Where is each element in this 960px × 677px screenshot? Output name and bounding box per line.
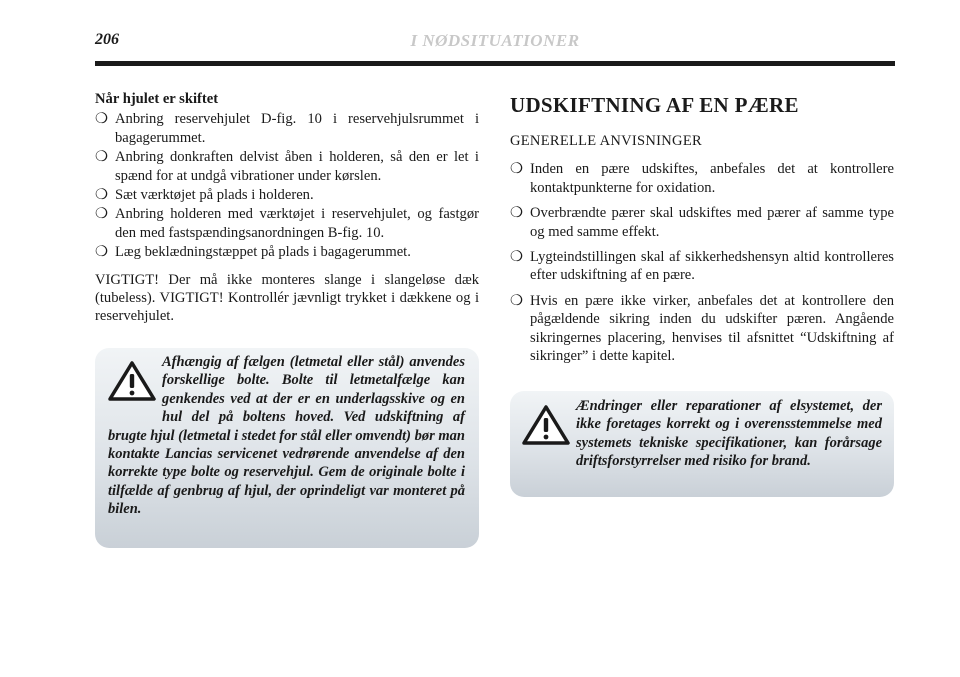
list-item: ❍ Lygteindstillingen skal af sikkerhedshensyn altid kontrolleres efter udskiftning af en pære. bbox=[510, 249, 894, 284]
bullet-circle-icon: ❍ bbox=[95, 244, 109, 261]
important-note: VIGTIGT! Der må ikke monteres slange i slangeløse dæk (tubeless). VIGTIGT! Kontrollér jævnligt trykket i dækkene og i reservehjulet. bbox=[95, 271, 479, 325]
list-item: ❍ Læg beklædningstæppet på plads i bagagerummet. bbox=[95, 244, 411, 261]
warning-box-wheel-bolts bbox=[95, 348, 479, 548]
warning-triangle-icon bbox=[108, 361, 156, 417]
warning-text: Ændringer eller reparationer af elsystemet, der ikke foretages korrekt og i overensstemmelse med systemets tekniske specifikationer, kan forårsage driftsforstyrrelser med risiko for brand. bbox=[576, 398, 882, 470]
list-item: ❍ Anbring donkraften delvist åben i holderen, så den er let i spænd for at undgå vibrationer under kørslen. bbox=[95, 149, 479, 184]
right-column bbox=[510, 90, 894, 372]
page-header bbox=[95, 31, 895, 53]
section-title: UDSKIFTNING AF EN PÆRE bbox=[510, 93, 799, 117]
list-item: ❍ Overbrændte pærer skal udskiftes med pærer af samme type og med samme effekt. bbox=[510, 205, 894, 240]
bullet-circle-icon: ❍ bbox=[95, 206, 109, 223]
warning-triangle-icon bbox=[522, 405, 570, 461]
warning-text: Afhængig af fælgen (letmetal eller stål) anvendes forskellige bolte. Bolte til letmetalfælge kan genkendes ved at der er en underlagsskive og en hul del på boltens hoved. Ved udskiftning af brugte hjul (letmetal i stedet for stål eller omvendt) bør man kontakte Lancias servicenet vedrørende anvendelse af den korrekte type bolte og reservehjul. Gem de originale bolte i tilfælde af genbrug af hjul, der oprindeligt var monteret på bilen. bbox=[108, 354, 465, 518]
bullet-circle-icon: ❍ bbox=[95, 187, 109, 204]
list-item: ❍ Anbring holderen med værktøjet i reservehjulet, og fastgør den med fastspændingsanordningen B-fig. 10. bbox=[95, 206, 479, 241]
bullet-circle-icon: ❍ bbox=[95, 111, 109, 128]
warning-box-electrical bbox=[510, 391, 894, 497]
right-bullet-list bbox=[510, 160, 894, 365]
bullet-circle-icon: ❍ bbox=[510, 205, 524, 222]
right-subheading: GENERELLE ANVISNINGER bbox=[510, 133, 702, 149]
header-rule bbox=[95, 61, 895, 66]
bullet-circle-icon: ❍ bbox=[510, 161, 524, 178]
page-number: 206 bbox=[95, 31, 119, 48]
left-bullet-list bbox=[95, 110, 479, 261]
list-item: ❍ Inden en pære udskiftes, anbefales det at kontrollere kontaktpunkterne for oxidation. bbox=[510, 161, 894, 196]
chapter-title: I NØDSITUATIONER bbox=[410, 31, 580, 50]
bullet-circle-icon: ❍ bbox=[95, 149, 109, 166]
list-item: ❍ Anbring reservehjulet D-fig. 10 i reservehjulsrummet i bagagerummet. bbox=[95, 111, 479, 146]
bullet-circle-icon: ❍ bbox=[510, 249, 524, 266]
list-item: ❍ Hvis en pære ikke virker, anbefales det at kontrollere den pågældende sikring inden du udskifter pæren. Angående sikringernes placering, henvises til afsnittet “Udskiftning af sikringer” i dette kapitel. bbox=[510, 292, 894, 365]
left-subheading: Når hjulet er skiftet bbox=[95, 91, 219, 107]
left-column bbox=[95, 90, 479, 326]
list-item: ❍ Sæt værktøjet på plads i holderen. bbox=[95, 187, 314, 204]
bullet-circle-icon: ❍ bbox=[510, 292, 524, 309]
